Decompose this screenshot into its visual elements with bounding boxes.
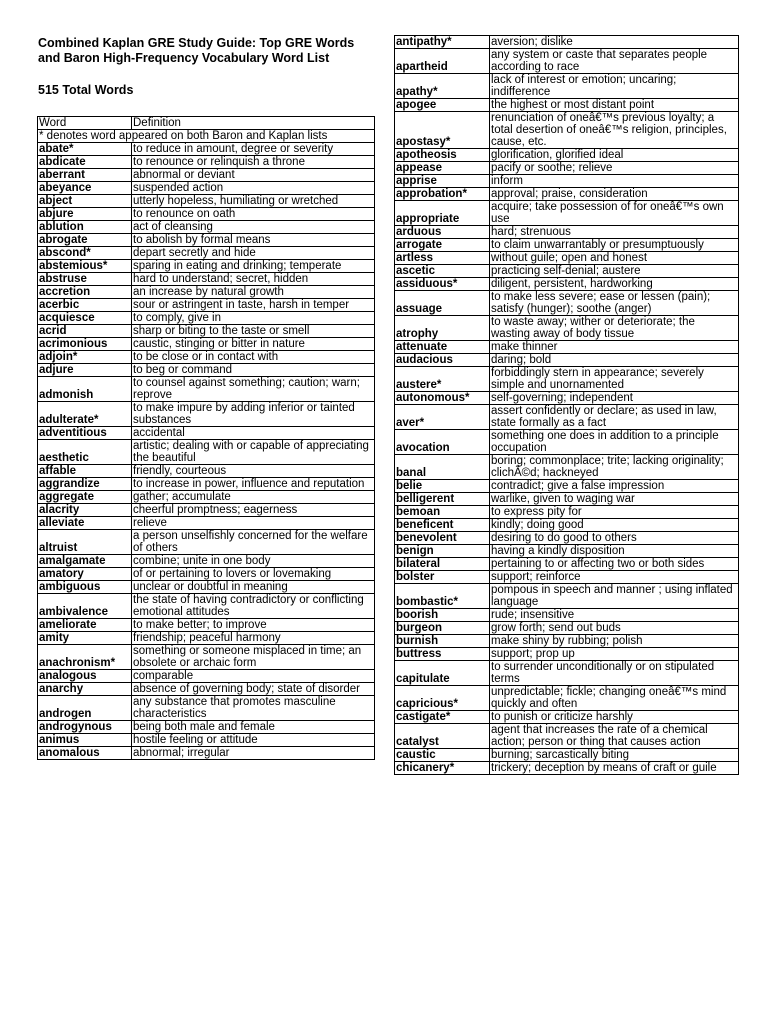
table-row bbox=[395, 367, 739, 392]
definition-cell: cheerful promptness; eagerness bbox=[132, 504, 375, 517]
definition-cell: to abolish by formal means bbox=[132, 234, 375, 247]
definition-cell: trickery; deception by means of craft or guile bbox=[490, 762, 739, 775]
table-row bbox=[395, 648, 739, 661]
definition-cell: pertaining to or affecting two or both sides bbox=[490, 558, 739, 571]
table-row bbox=[395, 175, 739, 188]
definition-cell: caustic, stinging or bitter in nature bbox=[132, 338, 375, 351]
definition-cell: to renounce on oath bbox=[132, 208, 375, 221]
table-row bbox=[395, 112, 739, 149]
definition-cell: desiring to do good to others bbox=[490, 532, 739, 545]
table-row bbox=[38, 260, 375, 273]
word-cell: accretion bbox=[38, 286, 132, 299]
definition-cell: boring; commonplace; trite; lacking originality; clichÃ©d; hackneyed bbox=[490, 455, 739, 480]
word-cell: ameliorate bbox=[38, 619, 132, 632]
definition-cell: to claim unwarrantably or presumptuously bbox=[490, 239, 739, 252]
word-cell: aver* bbox=[395, 405, 490, 430]
table-row bbox=[38, 402, 375, 427]
word-cell: benign bbox=[395, 545, 490, 558]
word-cell: bilateral bbox=[395, 558, 490, 571]
definition-cell: artistic; dealing with or capable of appreciating the beautiful bbox=[132, 440, 375, 465]
word-cell: aesthetic bbox=[38, 440, 132, 465]
word-cell: avocation bbox=[395, 430, 490, 455]
definition-cell: approval; praise, consideration bbox=[490, 188, 739, 201]
word-cell: admonish bbox=[38, 377, 132, 402]
table-row bbox=[395, 661, 739, 686]
word-cell: burgeon bbox=[395, 622, 490, 635]
definition-cell: make shiny by rubbing; polish bbox=[490, 635, 739, 648]
table-row bbox=[395, 480, 739, 493]
definition-cell: acquire; take possession of for oneâ€™s own use bbox=[490, 201, 739, 226]
table-row bbox=[395, 226, 739, 239]
table-row bbox=[38, 364, 375, 377]
word-cell: aberrant bbox=[38, 169, 132, 182]
word-cell: anachronism* bbox=[38, 645, 132, 670]
definition-cell: practicing self-denial; austere bbox=[490, 265, 739, 278]
definition-cell: to comply, give in bbox=[132, 312, 375, 325]
definition-cell: contradict; give a false impression bbox=[490, 480, 739, 493]
table-row bbox=[395, 506, 739, 519]
table-row bbox=[395, 493, 739, 506]
definition-cell: having a kindly disposition bbox=[490, 545, 739, 558]
word-cell: castigate* bbox=[395, 711, 490, 724]
word-cell: androgynous bbox=[38, 721, 132, 734]
word-cell: ambivalence bbox=[38, 594, 132, 619]
word-cell: atrophy bbox=[395, 316, 490, 341]
word-cell: arduous bbox=[395, 226, 490, 239]
table-row bbox=[38, 312, 375, 325]
definition-cell: gather; accumulate bbox=[132, 491, 375, 504]
table-row bbox=[395, 316, 739, 341]
table-row bbox=[395, 686, 739, 711]
table-row bbox=[395, 622, 739, 635]
word-cell: abscond* bbox=[38, 247, 132, 260]
word-cell: apostasy* bbox=[395, 112, 490, 149]
word-cell: burnish bbox=[395, 635, 490, 648]
table-row bbox=[38, 338, 375, 351]
word-cell: anarchy bbox=[38, 683, 132, 696]
word-cell: chicanery* bbox=[395, 762, 490, 775]
word-cell: catalyst bbox=[395, 724, 490, 749]
definition-cell: comparable bbox=[132, 670, 375, 683]
table-row bbox=[38, 427, 375, 440]
word-cell: apotheosis bbox=[395, 149, 490, 162]
word-cell: buttress bbox=[395, 648, 490, 661]
definition-cell: without guile; open and honest bbox=[490, 252, 739, 265]
table-row bbox=[38, 273, 375, 286]
table-row bbox=[395, 265, 739, 278]
table-row bbox=[38, 594, 375, 619]
definition-cell: diligent, persistent, hardworking bbox=[490, 278, 739, 291]
table-row bbox=[38, 234, 375, 247]
word-cell: belie bbox=[395, 480, 490, 493]
definition-cell: kindly; doing good bbox=[490, 519, 739, 532]
table-row bbox=[395, 188, 739, 201]
definition-cell: renunciation of oneâ€™s previous loyalty; a total desertion of oneâ€™s religion, principles, cause, etc. bbox=[490, 112, 739, 149]
table-row bbox=[38, 696, 375, 721]
definition-cell: friendly, courteous bbox=[132, 465, 375, 478]
word-cell: adjure bbox=[38, 364, 132, 377]
word-cell: abstemious* bbox=[38, 260, 132, 273]
word-cell: anomalous bbox=[38, 747, 132, 760]
word-cell: assuage bbox=[395, 291, 490, 316]
definition-cell: to punish or criticize harshly bbox=[490, 711, 739, 724]
definition-cell: make thinner bbox=[490, 341, 739, 354]
definition-cell: pacify or soothe; relieve bbox=[490, 162, 739, 175]
definition-cell: daring; bold bbox=[490, 354, 739, 367]
word-cell: capricious* bbox=[395, 686, 490, 711]
definition-cell: being both male and female bbox=[132, 721, 375, 734]
table-row bbox=[38, 143, 375, 156]
definition-cell: forbiddingly stern in appearance; severely simple and unornamented bbox=[490, 367, 739, 392]
table-row bbox=[395, 201, 739, 226]
definition-cell: inform bbox=[490, 175, 739, 188]
word-cell: antipathy* bbox=[395, 36, 490, 49]
word-cell: acquiesce bbox=[38, 312, 132, 325]
word-cell: adulterate* bbox=[38, 402, 132, 427]
table-row bbox=[38, 517, 375, 530]
table-row bbox=[38, 747, 375, 760]
table-row bbox=[395, 584, 739, 609]
document-title: Combined Kaplan GRE Study Guide: Top GRE Words and Baron High-Frequency Vocabulary Word List bbox=[38, 36, 355, 65]
definition-cell: hard; strenuous bbox=[490, 226, 739, 239]
definition-cell: any substance that promotes masculine characteristics bbox=[132, 696, 375, 721]
definition-cell: suspended action bbox=[132, 182, 375, 195]
word-cell: amalgamate bbox=[38, 555, 132, 568]
word-cell: beneficent bbox=[395, 519, 490, 532]
column-header-definition: Definition bbox=[132, 117, 375, 130]
word-cell: acerbic bbox=[38, 299, 132, 312]
table-note: * denotes word appeared on both Baron and Kaplan lists bbox=[38, 130, 375, 143]
word-cell: alleviate bbox=[38, 517, 132, 530]
word-cell: animus bbox=[38, 734, 132, 747]
word-cell: boorish bbox=[395, 609, 490, 622]
word-cell: ablution bbox=[38, 221, 132, 234]
column-header-word: Word bbox=[38, 117, 132, 130]
word-cell: assiduous* bbox=[395, 278, 490, 291]
word-cell: apogee bbox=[395, 99, 490, 112]
definition-cell: the highest or most distant point bbox=[490, 99, 739, 112]
table-row bbox=[395, 430, 739, 455]
definition-cell: rude; insensitive bbox=[490, 609, 739, 622]
table-row bbox=[38, 221, 375, 234]
table-row bbox=[395, 239, 739, 252]
word-cell: androgen bbox=[38, 696, 132, 721]
word-cell: abjure bbox=[38, 208, 132, 221]
table-row bbox=[395, 762, 739, 775]
table-row bbox=[395, 162, 739, 175]
definition-cell: burning; sarcastically biting bbox=[490, 749, 739, 762]
word-cell: abate* bbox=[38, 143, 132, 156]
table-row bbox=[38, 619, 375, 632]
table-row bbox=[395, 571, 739, 584]
table-row bbox=[38, 156, 375, 169]
definition-cell: to waste away; wither or deteriorate; the wasting away of body tissue bbox=[490, 316, 739, 341]
table-row bbox=[395, 392, 739, 405]
word-cell: apathy* bbox=[395, 74, 490, 99]
table-row bbox=[395, 749, 739, 762]
table-row bbox=[395, 252, 739, 265]
vocab-table-left bbox=[37, 116, 375, 760]
word-cell: banal bbox=[395, 455, 490, 480]
definition-cell: pompous in speech and manner ; using inflated language bbox=[490, 584, 739, 609]
definition-cell: support; prop up bbox=[490, 648, 739, 661]
note-row bbox=[38, 130, 375, 143]
vocab-table-right bbox=[394, 35, 739, 775]
word-cell: abstruse bbox=[38, 273, 132, 286]
table-row bbox=[395, 609, 739, 622]
word-cell: attenuate bbox=[395, 341, 490, 354]
word-cell: ascetic bbox=[395, 265, 490, 278]
definition-cell: absence of governing body; state of disorder bbox=[132, 683, 375, 696]
table-row bbox=[395, 278, 739, 291]
table-row bbox=[38, 504, 375, 517]
table-row bbox=[395, 532, 739, 545]
definition-cell: to increase in power, influence and reputation bbox=[132, 478, 375, 491]
table-row bbox=[395, 724, 739, 749]
definition-cell: friendship; peaceful harmony bbox=[132, 632, 375, 645]
table-row bbox=[38, 734, 375, 747]
word-cell: ambiguous bbox=[38, 581, 132, 594]
definition-cell: sharp or biting to the taste or smell bbox=[132, 325, 375, 338]
definition-cell: act of cleansing bbox=[132, 221, 375, 234]
table-row bbox=[38, 440, 375, 465]
table-row bbox=[395, 405, 739, 430]
definition-cell: to reduce in amount, degree or severity bbox=[132, 143, 375, 156]
word-cell: austere* bbox=[395, 367, 490, 392]
word-cell: aggregate bbox=[38, 491, 132, 504]
definition-cell: utterly hopeless, humiliating or wretched bbox=[132, 195, 375, 208]
word-cell: acrimonious bbox=[38, 338, 132, 351]
definition-cell: something one does in addition to a principle occupation bbox=[490, 430, 739, 455]
definition-cell: relieve bbox=[132, 517, 375, 530]
word-cell: caustic bbox=[395, 749, 490, 762]
table-row bbox=[38, 169, 375, 182]
table-row bbox=[38, 568, 375, 581]
definition-cell: accidental bbox=[132, 427, 375, 440]
word-cell: affable bbox=[38, 465, 132, 478]
word-cell: bolster bbox=[395, 571, 490, 584]
word-cell: bombastic* bbox=[395, 584, 490, 609]
word-cell: approbation* bbox=[395, 188, 490, 201]
definition-cell: agent that increases the rate of a chemical action; person or thing that causes action bbox=[490, 724, 739, 749]
word-cell: acrid bbox=[38, 325, 132, 338]
table-row bbox=[38, 478, 375, 491]
table-row bbox=[38, 351, 375, 364]
table-row bbox=[38, 670, 375, 683]
table-row bbox=[38, 530, 375, 555]
definition-cell: to make less severe; ease or lessen (pain); satisfy (hunger); soothe (anger) bbox=[490, 291, 739, 316]
definition-cell: abnormal; irregular bbox=[132, 747, 375, 760]
table-row bbox=[38, 247, 375, 260]
table-row bbox=[395, 36, 739, 49]
definition-cell: aversion; dislike bbox=[490, 36, 739, 49]
word-cell: amity bbox=[38, 632, 132, 645]
definition-cell: of or pertaining to lovers or lovemaking bbox=[132, 568, 375, 581]
table-row bbox=[38, 491, 375, 504]
table-row bbox=[38, 555, 375, 568]
definition-cell: abnormal or deviant bbox=[132, 169, 375, 182]
table-row bbox=[38, 208, 375, 221]
word-cell: abdicate bbox=[38, 156, 132, 169]
word-cell: amatory bbox=[38, 568, 132, 581]
definition-cell: a person unselfishly concerned for the welfare of others bbox=[132, 530, 375, 555]
word-cell: belligerent bbox=[395, 493, 490, 506]
word-cell: abrogate bbox=[38, 234, 132, 247]
table-row bbox=[38, 286, 375, 299]
word-cell: adjoin* bbox=[38, 351, 132, 364]
table-row bbox=[395, 354, 739, 367]
definition-cell: to beg or command bbox=[132, 364, 375, 377]
table-row bbox=[395, 519, 739, 532]
definition-cell: support; reinforce bbox=[490, 571, 739, 584]
table-row bbox=[395, 74, 739, 99]
definition-cell: unpredictable; fickle; changing oneâ€™s mind quickly and often bbox=[490, 686, 739, 711]
word-cell: bemoan bbox=[395, 506, 490, 519]
word-cell: adventitious bbox=[38, 427, 132, 440]
word-cell: aggrandize bbox=[38, 478, 132, 491]
word-cell: benevolent bbox=[395, 532, 490, 545]
table-row bbox=[395, 49, 739, 74]
definition-cell: assert confidently or declare; as used in law, state formally as a fact bbox=[490, 405, 739, 430]
definition-cell: sparing in eating and drinking; temperate bbox=[132, 260, 375, 273]
table-row bbox=[38, 182, 375, 195]
table-row bbox=[395, 99, 739, 112]
word-cell: altruist bbox=[38, 530, 132, 555]
table-row bbox=[38, 299, 375, 312]
table-row bbox=[395, 558, 739, 571]
word-cell: autonomous* bbox=[395, 392, 490, 405]
definition-cell: to make impure by adding inferior or tainted substances bbox=[132, 402, 375, 427]
definition-cell: unclear or doubtful in meaning bbox=[132, 581, 375, 594]
table-row bbox=[38, 195, 375, 208]
word-cell: capitulate bbox=[395, 661, 490, 686]
word-cell: arrogate bbox=[395, 239, 490, 252]
table-row bbox=[38, 581, 375, 594]
definition-cell: to be close or in contact with bbox=[132, 351, 375, 364]
table-row bbox=[395, 711, 739, 724]
definition-cell: any system or caste that separates people according to race bbox=[490, 49, 739, 74]
word-cell: appease bbox=[395, 162, 490, 175]
table-row bbox=[395, 545, 739, 558]
word-count: 515 Total Words bbox=[38, 83, 134, 97]
table-row bbox=[395, 149, 739, 162]
table-row bbox=[395, 455, 739, 480]
table-row bbox=[395, 635, 739, 648]
definition-cell: to renounce or relinquish a throne bbox=[132, 156, 375, 169]
definition-cell: something or someone misplaced in time; an obsolete or archaic form bbox=[132, 645, 375, 670]
definition-cell: self-governing; independent bbox=[490, 392, 739, 405]
word-cell: alacrity bbox=[38, 504, 132, 517]
definition-cell: glorification, glorified ideal bbox=[490, 149, 739, 162]
definition-cell: grow forth; send out buds bbox=[490, 622, 739, 635]
definition-cell: the state of having contradictory or conflicting emotional attitudes bbox=[132, 594, 375, 619]
definition-cell: to surrender unconditionally or on stipulated terms bbox=[490, 661, 739, 686]
table-row bbox=[395, 341, 739, 354]
word-cell: appropriate bbox=[395, 201, 490, 226]
table-header-row bbox=[38, 117, 375, 130]
word-cell: analogous bbox=[38, 670, 132, 683]
table-row bbox=[38, 645, 375, 670]
table-row bbox=[38, 683, 375, 696]
definition-cell: warlike, given to waging war bbox=[490, 493, 739, 506]
table-row bbox=[38, 325, 375, 338]
word-cell: artless bbox=[395, 252, 490, 265]
table-row bbox=[38, 377, 375, 402]
definition-cell: hard to understand; secret, hidden bbox=[132, 273, 375, 286]
word-cell: audacious bbox=[395, 354, 490, 367]
word-cell: abject bbox=[38, 195, 132, 208]
definition-cell: depart secretly and hide bbox=[132, 247, 375, 260]
word-cell: abeyance bbox=[38, 182, 132, 195]
definition-cell: to counsel against something; caution; warn; reprove bbox=[132, 377, 375, 402]
definition-cell: lack of interest or emotion; uncaring; indifference bbox=[490, 74, 739, 99]
table-row bbox=[38, 465, 375, 478]
definition-cell: an increase by natural growth bbox=[132, 286, 375, 299]
definition-cell: to express pity for bbox=[490, 506, 739, 519]
word-cell: apprise bbox=[395, 175, 490, 188]
definition-cell: sour or astringent in taste, harsh in temper bbox=[132, 299, 375, 312]
table-row bbox=[38, 632, 375, 645]
table-row bbox=[38, 721, 375, 734]
definition-cell: hostile feeling or attitude bbox=[132, 734, 375, 747]
definition-cell: to make better; to improve bbox=[132, 619, 375, 632]
word-cell: apartheid bbox=[395, 49, 490, 74]
table-row bbox=[395, 291, 739, 316]
definition-cell: combine; unite in one body bbox=[132, 555, 375, 568]
